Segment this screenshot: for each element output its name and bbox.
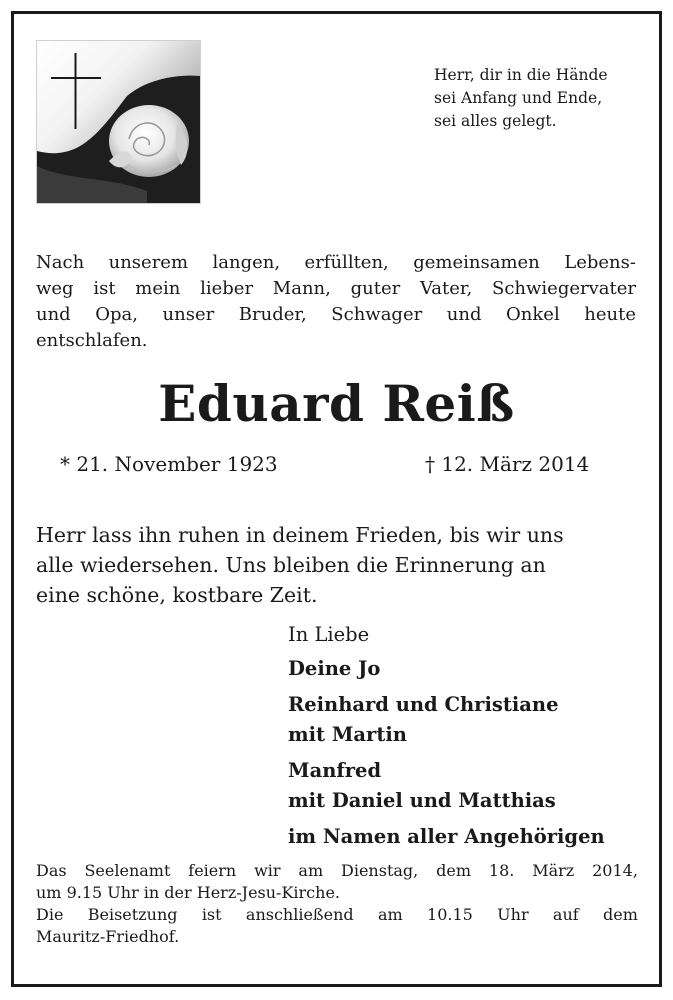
birth-date: * 21. November 1923: [60, 452, 278, 476]
verse-line: sei Anfang und Ende,: [434, 89, 603, 107]
farewell-line: eine schöne, kostbare Zeit.: [36, 583, 318, 607]
word: am: [298, 861, 324, 880]
intro-line: entschlafen.: [36, 330, 148, 351]
word: Beisetzung: [87, 905, 178, 924]
word: langen,: [212, 252, 281, 273]
word: guter: [350, 278, 401, 299]
farewell-line: Herr lass ihn ruhen in deinem Frieden, bis wir uns: [36, 523, 564, 547]
service-notice: [36, 860, 638, 948]
word: und: [446, 304, 482, 325]
death-date: † 12. März 2014: [425, 452, 590, 476]
word: März: [532, 861, 575, 880]
word: feiern: [188, 861, 237, 880]
notice-line: um 9.15 Uhr in der Herz-Jesu-Kirche.: [36, 883, 340, 902]
mourner-relatives: im Namen aller Angehörigen: [288, 825, 605, 848]
word: lieber: [200, 278, 254, 299]
word: wir: [254, 861, 281, 880]
word: gemeinsamen: [413, 252, 540, 273]
word: Dienstag,: [341, 861, 419, 880]
word: heute: [584, 304, 636, 325]
word: Die: [36, 905, 64, 924]
mourner-son-2: Manfred: [288, 759, 382, 782]
word: Schwiegervater: [492, 278, 636, 299]
mourners-block: [288, 620, 605, 852]
farewell-line: alle wiedersehen. Uns bleiben die Erinnerung an: [36, 553, 546, 577]
word: am: [377, 905, 403, 924]
intro-line: [36, 276, 636, 302]
intro-line: [36, 302, 636, 328]
word: unser: [162, 304, 215, 325]
word: erfüllten,: [304, 252, 389, 273]
intro-paragraph: [36, 250, 636, 354]
word: 10.15: [427, 905, 473, 924]
word: und: [36, 304, 71, 325]
word: 2014,: [592, 861, 638, 880]
word: mein: [135, 278, 181, 299]
notice-line: [36, 860, 638, 882]
word: Vater,: [419, 278, 473, 299]
word: Schwager: [331, 304, 423, 325]
mourner-son-1: Reinhard und Christiane: [288, 693, 559, 716]
word: Onkel: [506, 304, 560, 325]
notice-line: Mauritz-Friedhof.: [36, 927, 180, 946]
word: unserem: [108, 252, 189, 273]
notice-line: [36, 904, 638, 926]
word: Opa,: [95, 304, 138, 325]
word: Seelenamt: [84, 861, 171, 880]
mourner-wife: Deine Jo: [288, 657, 381, 680]
word: Mann,: [272, 278, 331, 299]
rose-cross-image: [36, 40, 201, 204]
word: Bruder,: [238, 304, 307, 325]
mourner-son-1-children: mit Martin: [288, 723, 407, 746]
farewell-paragraph: [36, 520, 646, 610]
verse-line: Herr, dir in die Hände: [434, 66, 608, 84]
word: Das: [36, 861, 67, 880]
word: Lebens-: [564, 252, 636, 273]
word: auf: [552, 905, 579, 924]
mourners-lead: In Liebe: [288, 623, 370, 646]
word: 18.: [488, 861, 515, 880]
word: ist: [93, 278, 116, 299]
word: dem: [603, 905, 638, 924]
word: Nach: [36, 252, 85, 273]
word: Uhr: [497, 905, 529, 924]
word: ist: [201, 905, 222, 924]
verse-block: [434, 64, 608, 133]
intro-line: [36, 250, 636, 276]
deceased-name: Eduard Reiß: [158, 374, 515, 433]
word: anschließend: [245, 905, 354, 924]
mourner-son-2-children: mit Daniel und Matthias: [288, 789, 556, 812]
word: weg: [36, 278, 74, 299]
verse-line: sei alles gelegt.: [434, 112, 557, 130]
rose-cross-illustration: [37, 41, 200, 203]
word: dem: [436, 861, 472, 880]
